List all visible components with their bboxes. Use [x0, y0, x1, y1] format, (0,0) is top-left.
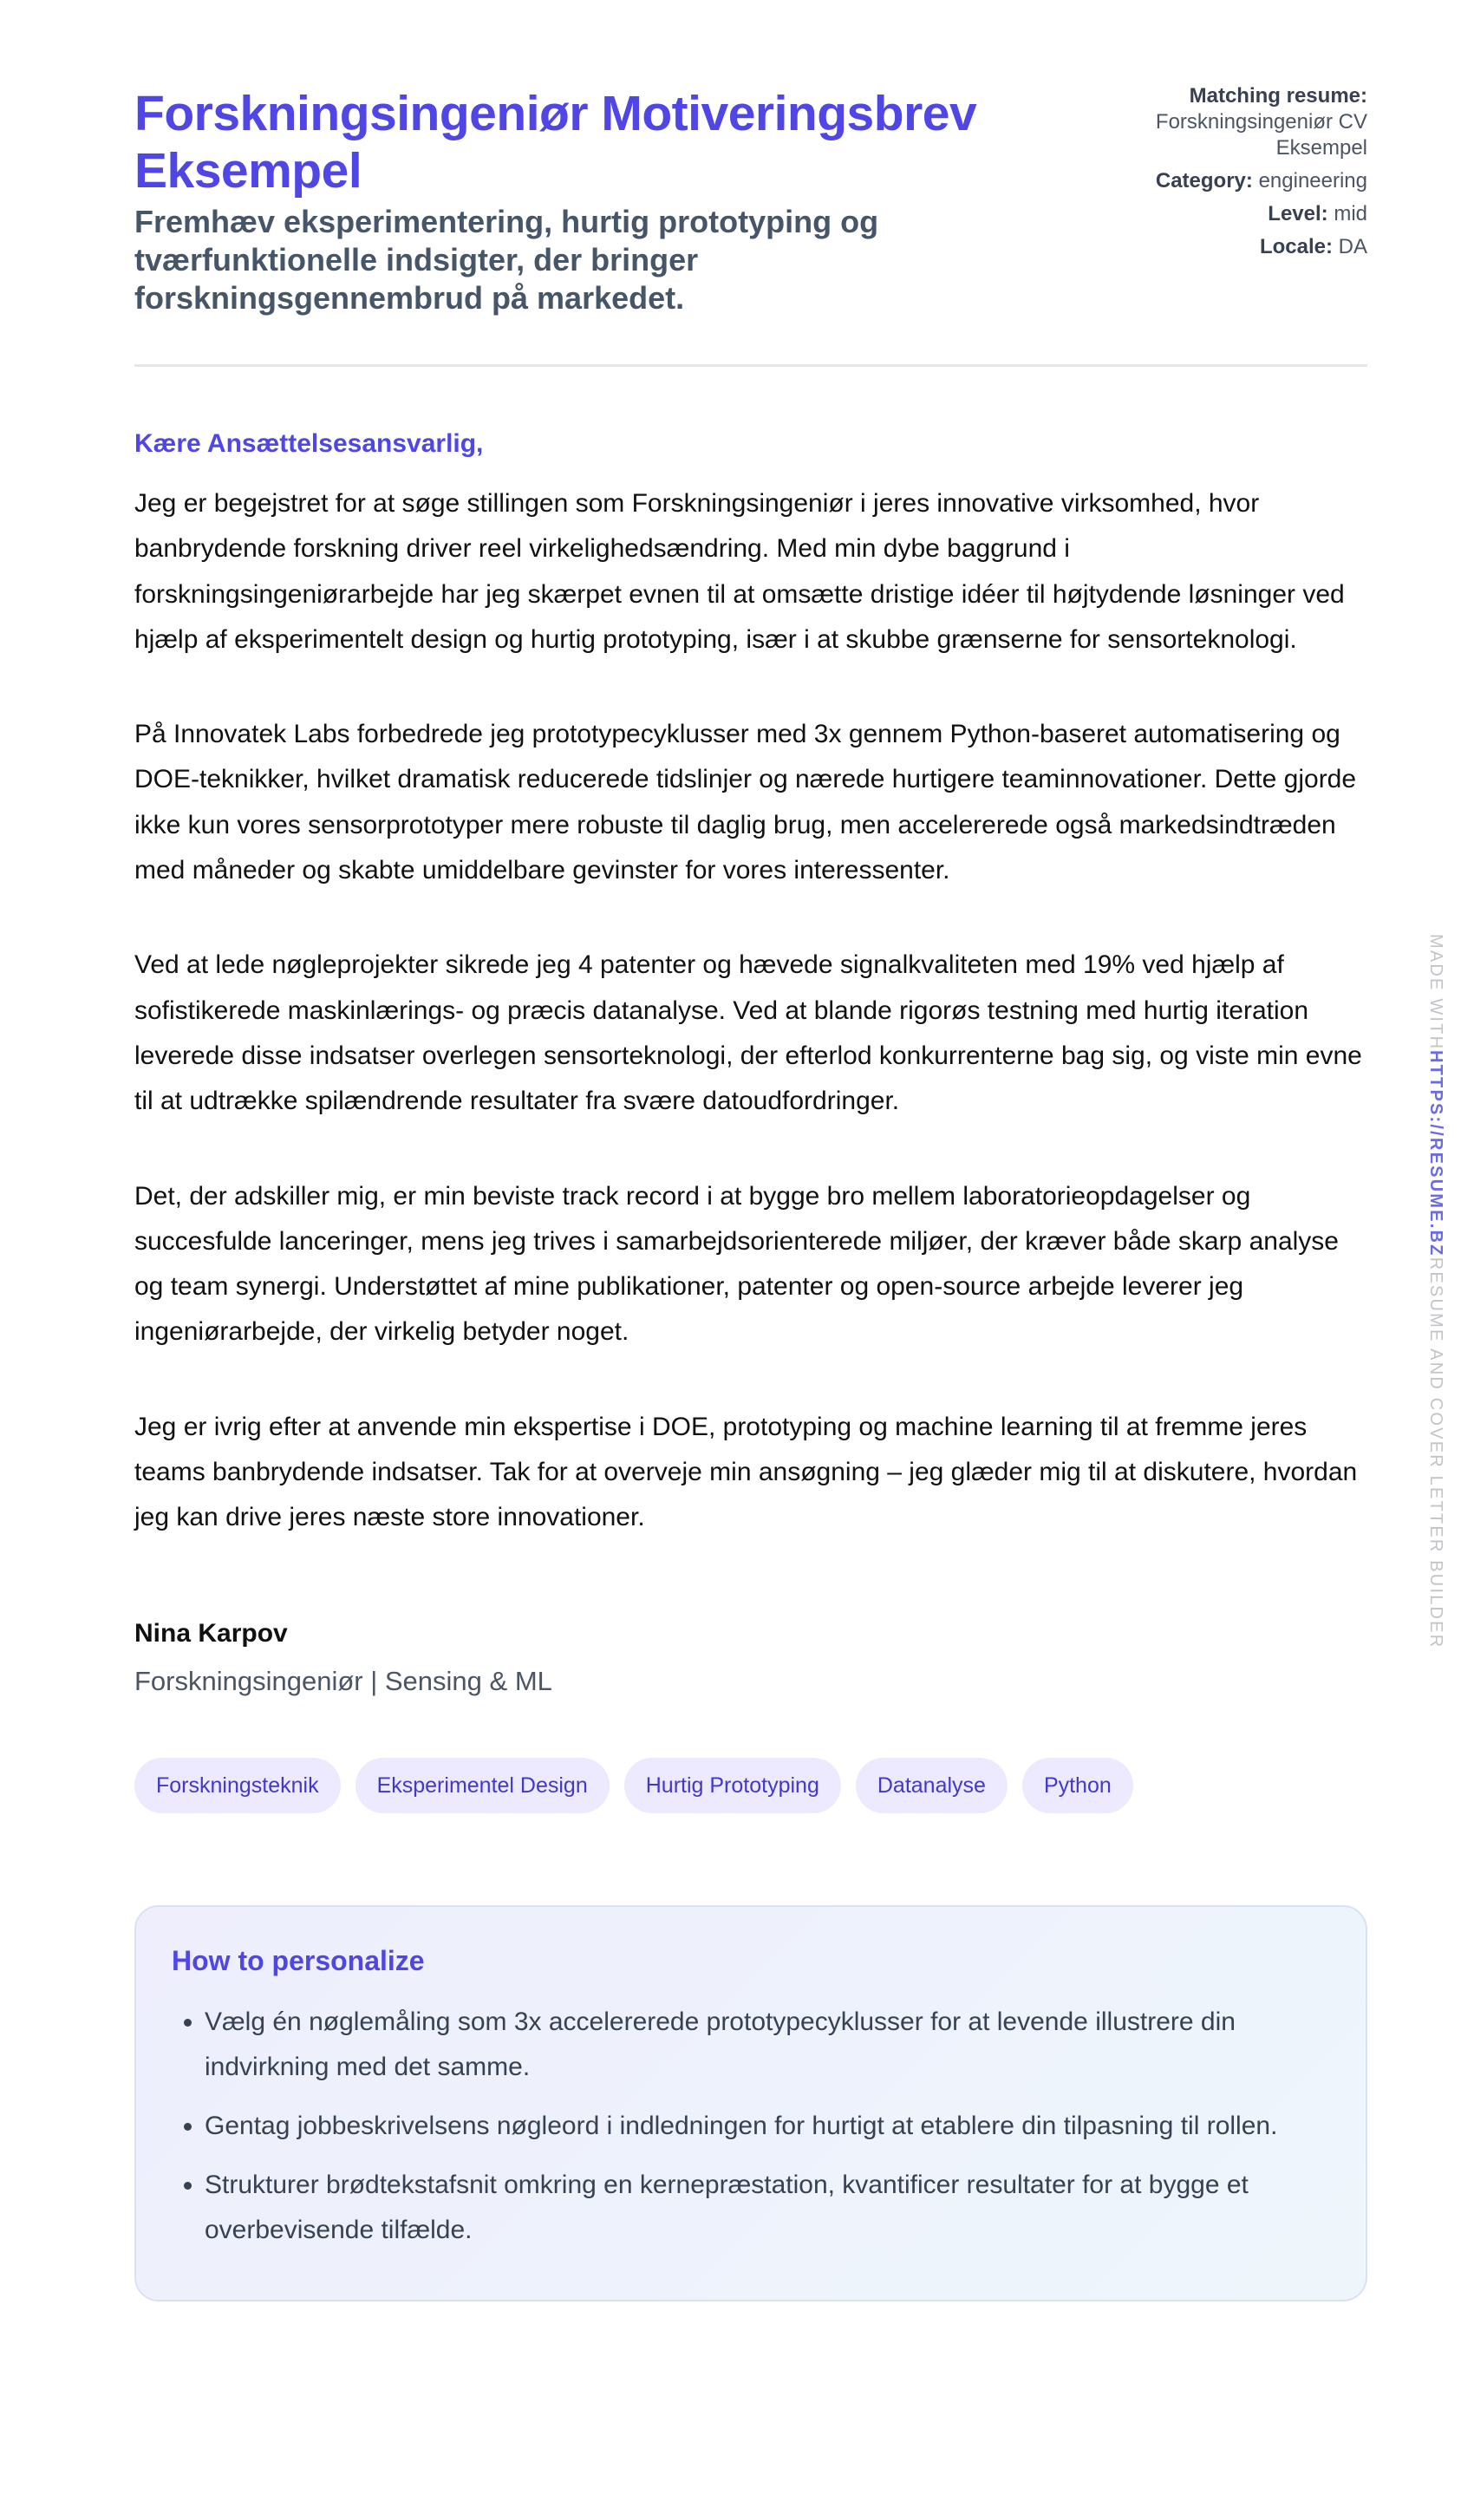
tips-list [172, 2000, 1331, 2253]
page-header [134, 0, 1367, 367]
skill-tag: Hurtig Prototyping [624, 1758, 841, 1813]
skill-tag: Python [1022, 1758, 1133, 1813]
skill-tags [134, 1758, 1367, 1813]
meta-value: mid [1334, 202, 1367, 225]
meta-matching-resume [1090, 83, 1367, 161]
tip-item: • Strukturer brødtekstafsnit omkring en kernepræstation, kvantificer resultater for at bygge et overbevisende tilfælde. [205, 2163, 1331, 2253]
letter-paragraph: Jeg er begejstret for at søge stillingen som Forskningsingeniør i jeres innovative virksomhed, hvor banbrydende forskning driver reel virkelighedsændring. Med min dybe baggrund i forskningsingeniørarbejde har jeg skærpet evnen til at omsætte dristige idéer til højtydende løsninger ved hjælp af eksperimentelt design og hurtig prototyping, især i at skubbe grænserne for sensorteknologi. [134, 489, 1345, 654]
tip-item: • Gentag jobbeskrivelsens nøgleord i indledningen for hurtigt at etablere din tilpasning til rollen. [205, 2104, 1331, 2149]
letter-greeting: Kære Ansættelsesansvarlig, [134, 429, 484, 458]
watermark-suffix: RESUME AND COVER LETTER BUILDER [1426, 1257, 1445, 1649]
letter-paragraph: På Innovatek Labs forbedrede jeg prototypecyklusser med 3x gennem Python-baseret automatisering og DOE-teknikker, hvilket dramatisk reducerede tidslinjer og nærede hurtigere teaminnovationer. Dette gjorde ikke kun vores sensorprototyper mere robuste til daglig brug, men accelererede også markedsindtræden med måneder og skabte umiddelbare gevinster for vores interessenter. [134, 720, 1357, 885]
meta-value: DA [1338, 235, 1367, 258]
watermark [1425, 934, 1445, 1648]
meta-value: engineering [1258, 169, 1367, 193]
signature-name: Nina Karpov [134, 1618, 288, 1648]
tips-heading: How to personalize [172, 1944, 425, 1976]
watermark-prefix: MADE WITH [1426, 934, 1445, 1051]
watermark-link[interactable]: HTTPS://RESUME.BZ [1426, 1050, 1445, 1257]
letter-paragraph: Det, der adskiller mig, er min beviste track record i at bygge bro mellem laboratorieopdagelser og succesfulde lanceringer, mens jeg trives i samarbejdsorienterede miljøer, der kræver både skarp analyse og team synergi. Understøttet af mine publikationer, patenter og open-source arbejde leverer jeg ingeniørarbejde, der virkelig betyder noget. [134, 1181, 1339, 1347]
meta-level [1090, 201, 1367, 227]
letter-paragraph: Jeg er ivrig efter at anvende min ekspertise i DOE, prototyping og machine learning til at fremme jeres teams banbrydende indsatser. Tak for at overveje min ansøgning – jeg glæder mig til at diskutere, hvordan jeg kan drive jeres næste store innovationer. [134, 1412, 1358, 1532]
matching-resume-link[interactable]: Forskningsingeniør CV Eksempel [1155, 110, 1367, 160]
skill-tag: Datanalyse [856, 1758, 1008, 1813]
page-title: Forskningsingeniør Motiveringsbrev Eksempel [134, 86, 977, 199]
skill-tag: Eksperimentel Design [355, 1758, 610, 1813]
personalize-tips-box [134, 1905, 1367, 2301]
page-subtitle: Fremhæv eksperimentering, hurtig prototyping og tværfunktionelle indsigter, der bringer forskningsgennembrud på markedet. [134, 204, 879, 316]
tip-item: • Vælg én nøglemåling som 3x accelererede prototypecyklusser for at levende illustrere din indvirkning med det samme. [205, 2000, 1331, 2090]
meta-label: Matching resume: [1189, 84, 1367, 108]
meta-category [1090, 168, 1367, 194]
meta-panel [1090, 83, 1367, 267]
signature-title: Forskningsingeniør | Sensing & ML [134, 1665, 552, 1696]
meta-label: Level: [1268, 202, 1328, 225]
cover-letter-page [134, 0, 1367, 2301]
meta-label: Category: [1155, 169, 1253, 193]
meta-label: Locale: [1259, 235, 1333, 258]
skill-tag: Forskningsteknik [134, 1758, 341, 1813]
meta-locale [1090, 234, 1367, 260]
letter-paragraph: Ved at lede nøgleprojekter sikrede jeg 4 patenter og hævede signalkvaliteten med 19% ved hjælp af sofistikerede maskinlærings- og præcis datanalyse. Ved at blande rigorøs testning med hurtig iteration leverede disse indsatser overlegen sensorteknologi, der efterlod konkurrenterne bag sig, og viste min evne til at udtrække spilændrende resultater fra svære datoudfordringer. [134, 950, 1362, 1116]
